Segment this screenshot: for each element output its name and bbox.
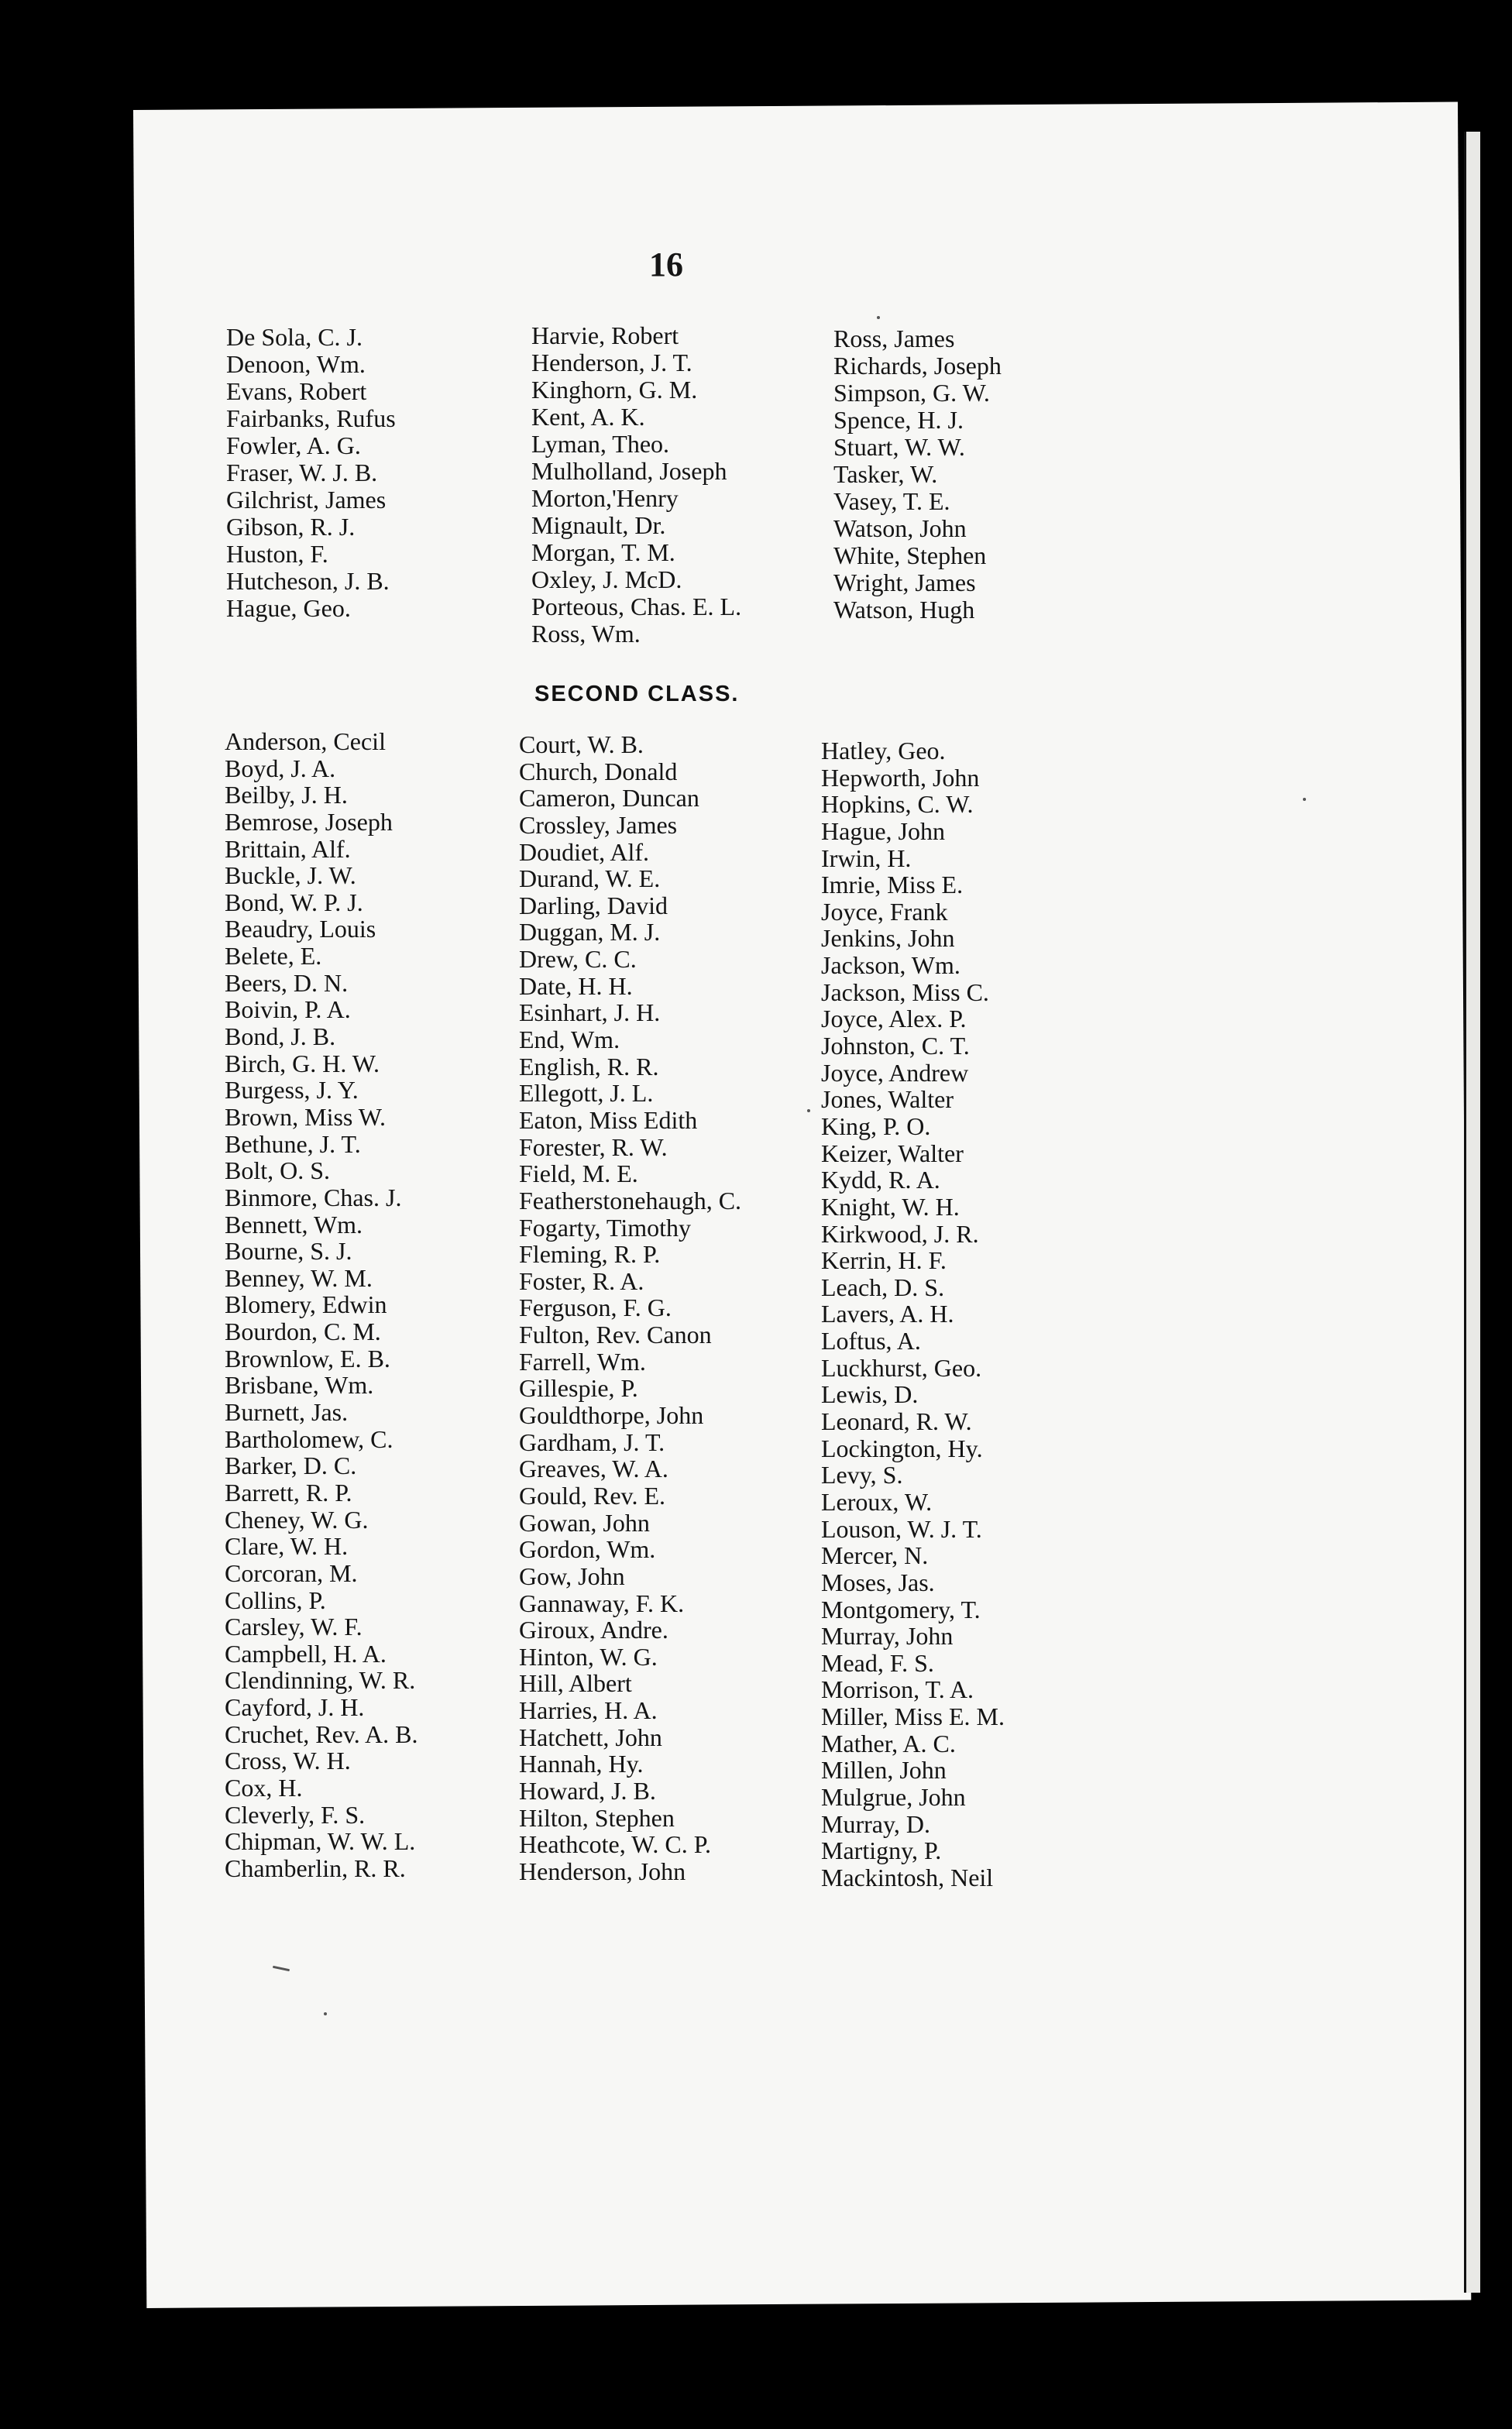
name-entry: Leonard, R. W. (821, 1407, 972, 1436)
name-entry: Drew, C. C. (519, 945, 637, 974)
name-entry: Boyd, J. A. (225, 754, 336, 782)
name-entry: Murray, D. (821, 1809, 930, 1838)
name-entry: Buckle, J. W. (225, 861, 356, 890)
scan-speck (324, 2012, 327, 2015)
name-list-column-1 (226, 324, 396, 622)
name-entry: Louson, W. J. T. (821, 1514, 982, 1543)
name-entry: Crossley, James (519, 810, 678, 839)
name-entry: Bourne, S. J. (225, 1237, 352, 1266)
name-entry: Belete, E. (225, 942, 322, 971)
name-entry: Gibson, R. J. (226, 513, 356, 541)
name-entry: Hill, Albert (519, 1669, 632, 1698)
name-entry: Clendinning, W. R. (225, 1666, 416, 1695)
name-entry: Lewis, D. (821, 1380, 919, 1409)
name-list-column-2 (531, 322, 741, 648)
name-entry: Chipman, W. W. L. (225, 1827, 416, 1856)
name-entry: Gordon, Wm. (519, 1535, 656, 1564)
name-entry: Luckhurst, Geo. (821, 1353, 982, 1382)
name-entry: Bond, J. B. (225, 1022, 336, 1051)
name-entry: Fairbanks, Rufus (226, 404, 396, 432)
name-entry: Porteous, Chas. E. L. (531, 593, 742, 620)
name-entry: Bethune, J. T. (225, 1129, 361, 1158)
name-entry: Hutcheson, J. B. (226, 567, 390, 595)
name-entry: Benney, W. M. (225, 1263, 373, 1292)
name-entry: Featherstonehaugh, C. (519, 1186, 742, 1214)
name-entry: Evans, Robert (226, 377, 367, 405)
name-entry: Fleming, R. P. (519, 1240, 661, 1269)
second-class-column-2 (519, 731, 741, 1885)
name-entry: Boivin, P. A. (225, 995, 351, 1024)
name-entry: Murray, John (821, 1622, 954, 1651)
name-entry: Richards, Joseph (833, 352, 1002, 380)
name-entry: Lavers, A. H. (821, 1300, 954, 1328)
name-entry: Mackintosh, Neil (821, 1863, 994, 1891)
name-entry: Harries, H. A. (519, 1696, 658, 1725)
name-entry: Gillespie, P. (519, 1374, 638, 1403)
name-entry: White, Stephen (833, 541, 987, 569)
name-entry: Ferguson, F. G. (519, 1294, 672, 1322)
name-entry: Lockington, Hy. (821, 1434, 983, 1462)
name-entry: Duggan, M. J. (519, 918, 661, 947)
name-entry: Vasey, T. E. (833, 487, 950, 515)
name-entry: Beaudry, Louis (225, 915, 376, 943)
name-entry: Durand, W. E. (519, 864, 661, 893)
scan-speck (1303, 798, 1306, 801)
name-entry: Cox, H. (225, 1773, 303, 1802)
name-entry: Miller, Miss E. M. (821, 1702, 1005, 1731)
name-entry: Cross, W. H. (225, 1747, 351, 1775)
name-entry: Kent, A. K. (531, 403, 645, 431)
name-entry: Cruchet, Rev. A. B. (225, 1720, 418, 1748)
name-entry: Greaves, W. A. (519, 1455, 668, 1483)
name-entry: Bolt, O. S. (225, 1156, 331, 1185)
name-entry: Harvie, Robert (531, 321, 679, 349)
name-entry: Gilchrist, James (226, 486, 387, 514)
name-entry: Levy, S. (821, 1461, 903, 1489)
name-entry: Kydd, R. A. (821, 1166, 940, 1194)
name-entry: Brownlow, E. B. (225, 1344, 390, 1373)
name-entry: Court, W. B. (519, 730, 644, 758)
name-entry: Esinhart, J. H. (519, 998, 661, 1027)
name-entry: Mather, A. C. (821, 1729, 956, 1757)
name-entry: Mulholland, Joseph (531, 457, 727, 485)
name-entry: Brisbane, Wm. (225, 1371, 374, 1400)
name-entry: Loftus, A. (821, 1327, 921, 1355)
name-entry: Martigny, P. (821, 1836, 942, 1865)
name-entry: Mignault, Dr. (531, 511, 666, 539)
second-class-column-3 (821, 737, 1005, 1891)
name-entry: Morton,'Henry (531, 484, 679, 512)
name-entry: Chamberlin, R. R. (225, 1854, 406, 1882)
name-entry: Henderson, John (519, 1857, 686, 1885)
name-entry: End, Wm. (519, 1026, 620, 1054)
name-entry: Bennett, Wm. (225, 1210, 363, 1239)
name-entry: Huston, F. (226, 540, 328, 568)
name-entry: Gouldthorpe, John (519, 1401, 704, 1430)
name-entry: Wright, James (833, 569, 976, 596)
name-entry: Denoon, Wm. (226, 350, 366, 378)
name-entry: Morrison, T. A. (821, 1675, 974, 1704)
name-entry: Cayford, J. H. (225, 1693, 365, 1722)
name-entry: Barker, D. C. (225, 1452, 357, 1480)
name-entry: Fraser, W. J. B. (226, 459, 378, 486)
section-heading-second-class: SECOND CLASS. (534, 682, 740, 706)
name-entry: Collins, P. (225, 1586, 326, 1614)
name-entry: Ellegott, J. L. (519, 1079, 654, 1108)
name-entry: Gow, John (519, 1562, 625, 1590)
name-entry: Anderson, Cecil (225, 727, 386, 755)
name-entry: Johnston, C. T. (821, 1032, 970, 1060)
name-entry: Doudiet, Alf. (519, 837, 649, 866)
name-entry: Irwin, H. (821, 843, 912, 872)
name-entry: Church, Donald (519, 757, 678, 785)
name-entry: King, P. O. (821, 1111, 931, 1140)
name-entry: Hepworth, John (821, 763, 980, 792)
name-entry: Mulgrue, John (821, 1782, 966, 1811)
name-entry: Date, H. H. (519, 971, 633, 1000)
name-entry: Hague, Geo. (226, 594, 351, 622)
name-entry: Gould, Rev. E. (519, 1481, 666, 1510)
name-entry: Moses, Jas. (821, 1568, 935, 1596)
name-entry: Bond, W. P. J. (225, 888, 363, 916)
name-entry: Watson, Hugh (833, 596, 975, 624)
name-entry: Hopkins, C. W. (821, 790, 974, 819)
name-entry: Jones, Walter (821, 1085, 954, 1114)
name-entry: Burnett, Jas. (225, 1398, 349, 1427)
name-entry: Cameron, Duncan (519, 784, 699, 813)
name-entry: Hannah, Hy. (519, 1750, 644, 1778)
name-entry: Eaton, Miss Edith (519, 1105, 698, 1134)
name-entry: Campbell, H. A. (225, 1639, 387, 1668)
name-entry: Birch, G. H. W. (225, 1049, 380, 1077)
name-entry: Mead, F. S. (821, 1648, 934, 1677)
name-entry: Mercer, N. (821, 1541, 929, 1570)
name-entry: Heathcote, W. C. P. (519, 1830, 711, 1859)
page-number: 16 (649, 246, 683, 283)
name-list-column-3 (833, 325, 1002, 624)
name-entry: Brown, Miss W. (225, 1102, 387, 1131)
name-entry: Blomery, Edwin (225, 1290, 387, 1319)
name-entry: Keizer, Walter (821, 1139, 964, 1167)
name-entry: Hague, John (821, 816, 945, 845)
name-entry: Fowler, A. G. (226, 431, 361, 459)
name-entry: Forester, R. W. (519, 1132, 668, 1161)
name-entry: Carsley, W. F. (225, 1613, 363, 1641)
name-entry: Millen, John (821, 1756, 947, 1785)
name-entry: Fogarty, Timothy (519, 1213, 691, 1242)
name-entry: Imrie, Miss E. (821, 871, 964, 899)
name-entry: Jackson, Wm. (821, 951, 960, 980)
name-entry: Gannaway, F. K. (519, 1589, 685, 1617)
name-entry: Ross, James (833, 325, 955, 352)
name-entry: Montgomery, T. (821, 1595, 981, 1623)
next-page-edge (1464, 132, 1480, 2293)
name-entry: Joyce, Alex. P. (821, 1005, 967, 1033)
name-entry: Cleverly, F. S. (225, 1800, 366, 1829)
name-entry: Oxley, J. McD. (531, 565, 682, 593)
name-entry: Bemrose, Joseph (225, 807, 393, 836)
name-entry: Knight, W. H. (821, 1192, 960, 1221)
scan-speck (807, 1109, 810, 1112)
scan-speck (877, 316, 880, 319)
name-entry: Simpson, G. W. (833, 379, 990, 407)
second-class-column-1 (225, 728, 418, 1882)
name-entry: Gardham, J. T. (519, 1428, 665, 1456)
name-entry: Beers, D. N. (225, 968, 349, 997)
name-entry: Kirkwood, J. R. (821, 1219, 979, 1248)
name-entry: Stuart, W. W. (833, 433, 965, 461)
name-entry: Farrell, Wm. (519, 1347, 646, 1376)
name-entry: Tasker, W. (833, 460, 938, 488)
name-entry: Beilby, J. H. (225, 781, 348, 809)
name-entry: Barrett, R. P. (225, 1478, 352, 1507)
name-entry: Gowan, John (519, 1508, 650, 1537)
name-entry: Spence, H. J. (833, 406, 964, 434)
name-entry: Kinghorn, G. M. (531, 376, 698, 404)
name-entry: Hatchett, John (519, 1723, 662, 1751)
name-entry: De Sola, C. J. (226, 323, 363, 351)
name-entry: Howard, J. B. (519, 1776, 656, 1805)
name-entry: Leach, D. S. (821, 1273, 945, 1301)
name-entry: Joyce, Frank (821, 897, 948, 926)
name-entry: Hatley, Geo. (821, 737, 946, 764)
name-entry: Hilton, Stephen (519, 1803, 675, 1832)
name-entry: Cheney, W. G. (225, 1505, 369, 1534)
name-entry: English, R. R. (519, 1052, 659, 1081)
name-entry: Kerrin, H. F. (821, 1246, 947, 1275)
name-entry: Bourdon, C. M. (225, 1318, 381, 1346)
name-entry: Henderson, J. T. (531, 349, 692, 376)
name-entry: Lyman, Theo. (531, 430, 670, 458)
name-entry: Darling, David (519, 891, 668, 919)
name-entry: Watson, John (833, 514, 967, 542)
name-entry: Leroux, W. (821, 1487, 933, 1516)
name-entry: Giroux, Andre. (519, 1616, 668, 1644)
name-entry: Burgess, J. Y. (225, 1076, 359, 1105)
name-entry: Brittain, Alf. (225, 834, 351, 863)
name-entry: Joyce, Andrew (821, 1058, 969, 1087)
name-entry: Hinton, W. G. (519, 1642, 658, 1671)
name-entry: Ross, Wm. (531, 620, 641, 648)
name-entry: Field, M. E. (519, 1160, 638, 1188)
name-entry: Foster, R. A. (519, 1266, 644, 1295)
name-entry: Bartholomew, C. (225, 1424, 393, 1453)
name-entry: Binmore, Chas. J. (225, 1183, 402, 1211)
name-entry: Clare, W. H. (225, 1532, 349, 1561)
name-entry: Jenkins, John (821, 924, 955, 953)
name-entry: Fulton, Rev. Canon (519, 1321, 712, 1349)
name-entry: Corcoran, M. (225, 1558, 358, 1587)
name-entry: Morgan, T. M. (531, 538, 675, 566)
name-entry: Jackson, Miss C. (821, 977, 989, 1006)
